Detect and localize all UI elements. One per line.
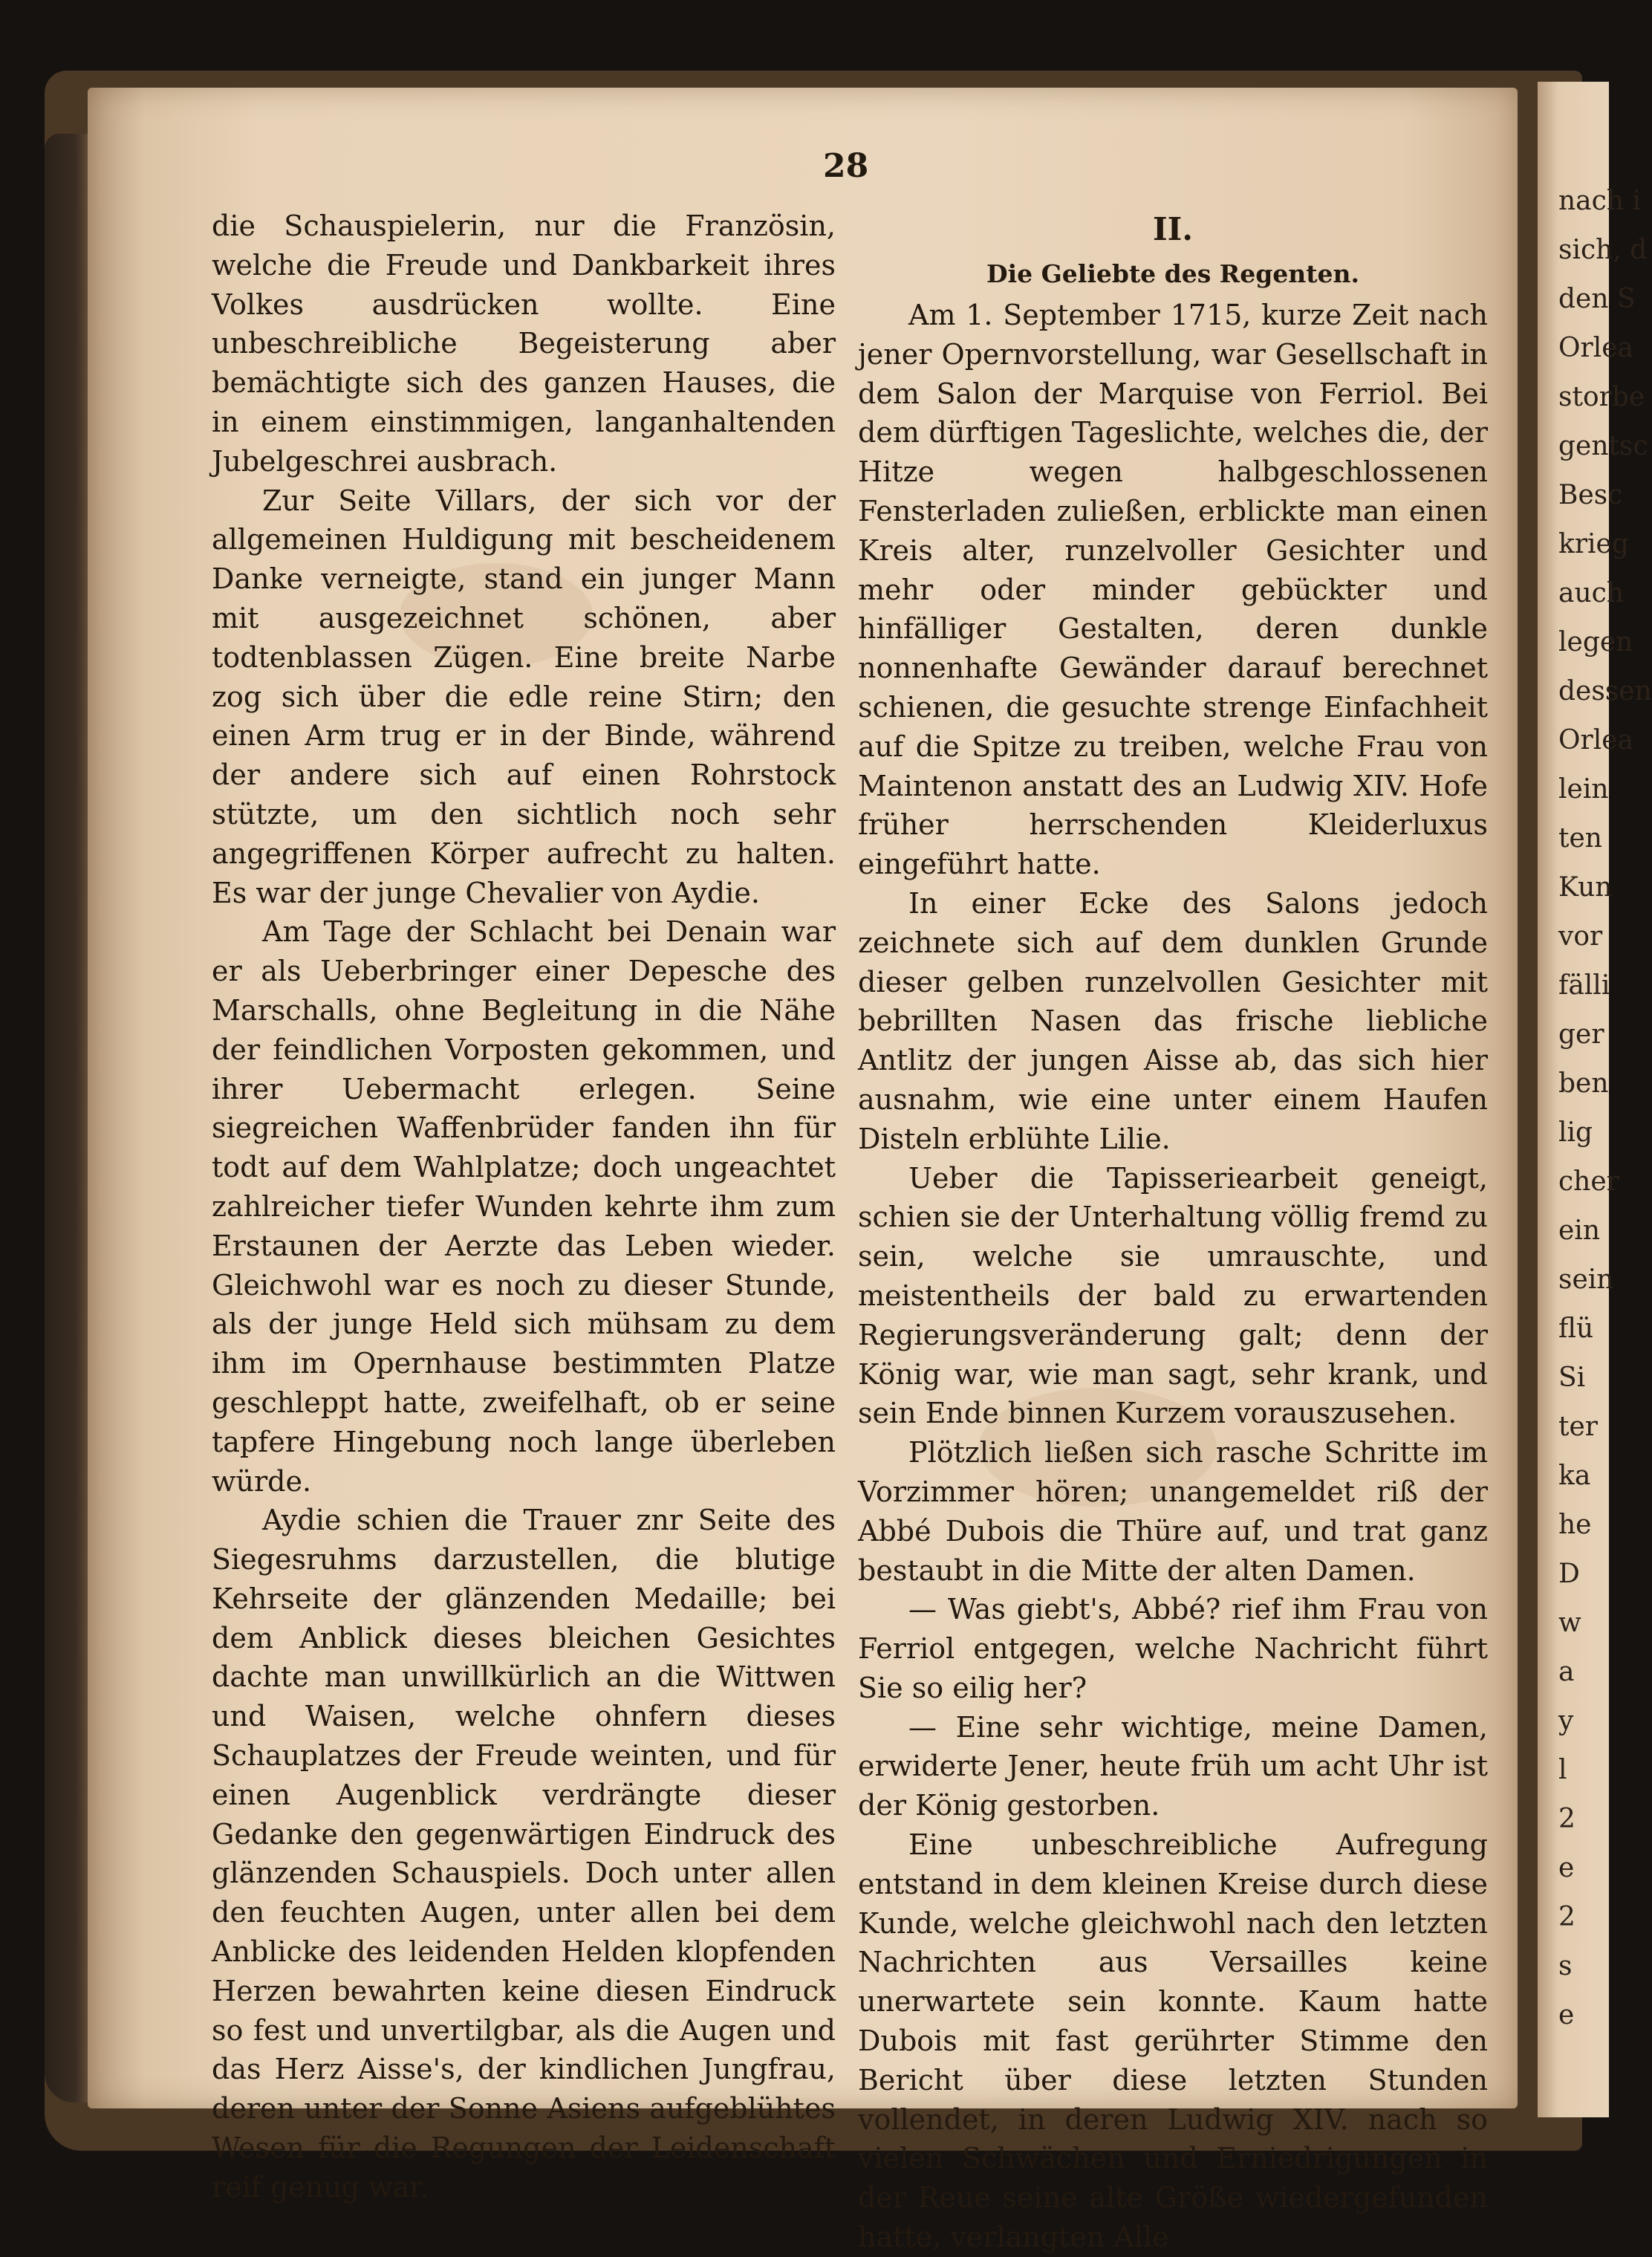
next-page-fragment: dessen [1558, 676, 1652, 707]
next-page-fragment: nach i [1558, 186, 1641, 216]
next-page-fragment: den S [1558, 284, 1636, 314]
next-page-fragment: w [1558, 1608, 1581, 1638]
next-page-fragment: he [1558, 1510, 1592, 1540]
paragraph: Eine unbeschreibliche Aufregung entstand in dem kleinen Kreise durch diese Kunde, welche gleichwohl nach den letzten Nachrichten aus Versailles keine unerwartete sein konnte. Kaum hatte Dubois mit fast gerührter Stimme den Bericht über diese letzten Stunden vollendet, in deren Ludwig XIV. nach so vielen Schwächen und Erniedrigungen in der Reue seine alte Größe wiedergefunden hatte, verlangten Alle [858, 1828, 1488, 2254]
next-page-fragment: fälli [1558, 970, 1610, 1001]
next-page-fragment: a [1558, 1657, 1575, 1687]
paragraph: Am 1. September 1715, kurze Zeit nach jener Opernvorstellung, war Gesellschaft in dem Salon der Marquise von Ferriol. Bei dem dürftigen Tageslichte, welches die, der Hitze wegen halbgeschlossenen Fensterladen zuließen, erblickte man einen Kreis alter, runzelvoller Gesichter und mehr oder minder gebückter und hinfälliger Gestalten, deren dunkle nonnenhafte Gewänder darauf berechnet schienen, die gesuchte strenge Einfachheit auf die Spitze zu treiben, welche Frau von Maintenon anstatt des an Ludwig XIV. Hofe früher herrschenden Kleiderluxus eingeführt hatte. [858, 299, 1488, 881]
paragraph: In einer Ecke des Salons jedoch zeichnete sich auf dem dunklen Grunde dieser gelben runzelvollen Gesichter mit bebrillten Nasen das frische liebliche Antlitz der jungen Aisse ab, das sich hier ausnahm, wie eine unter einem Haufen Disteln erblühte Lilie. [858, 886, 1488, 1155]
next-page-edge [1538, 82, 1652, 2117]
next-page-fragment: ter [1558, 1412, 1598, 1442]
next-page-fragment: Orlea [1558, 333, 1634, 363]
next-page-fragment: lein [1558, 774, 1609, 805]
next-page-fragment: ger [1558, 1019, 1604, 1050]
paragraph: Aydie schien die Trauer znr Seite des Siegesruhms darzustellen, die blutige Kehrseite der glänzenden Medaille; bei dem Anblick dieses bleichen Gesichtes dachte man unwillkürlich an die Wittwen und Waisen, welche ohnfern dieses Schauplatzes der Freude weinten, und für einen Augenblick verdrängte dieser Gedanke den gegenwärtigen Eindruck des glänzenden Schauspiels. Doch unter allen den feuchten Augen, unter allen bei dem Anblicke des leidenden Helden klopfenden Herzen bewahrten keine diesen Eindruck so fest und unvertilgbar, als die Augen und das Herz Aisse's, der kindlichen Jungfrau, deren unter der Sonne Asiens aufgeblühtes Wesen für die Regungen der Leidenschaft reif genug war. [212, 1504, 836, 2204]
next-page-fragment: ein [1558, 1215, 1601, 1246]
paragraph: Plötzlich ließen sich rasche Schritte im Vorzimmer hören; unangemeldet riß der Abbé Dubois die Thüre auf, und trat ganz bestaubt in die Mitte der alten Damen. [858, 1436, 1488, 1587]
next-page-fragment: e [1558, 1853, 1575, 1883]
left-column [212, 207, 836, 2207]
paragraph: Ueber die Tapisseriearbeit geneigt, schien sie der Unterhaltung völlig fremd zu sein, welche sie umrauschte, und meistentheils der bald zu erwartenden Regierungsveränderung galt; denn der König war, wie man sagt, sehr krank, und sein Ende binnen Kurzem vorauszusehen. [858, 1161, 1488, 1430]
page-number: 28 [823, 147, 869, 185]
next-page-fragment: ben [1558, 1068, 1609, 1099]
next-page-fragment: y [1558, 1706, 1574, 1736]
next-page-fragment: sein [1558, 1264, 1614, 1295]
right-column [858, 207, 1488, 2257]
next-page-fragment: legen [1558, 627, 1633, 657]
next-page-fragment: ka [1558, 1461, 1591, 1491]
next-page-fragment: krieg [1558, 529, 1629, 559]
next-page-fragment: sich, d [1558, 235, 1648, 265]
next-page-fragment: gentsc [1558, 431, 1648, 461]
paragraph: Am Tage der Schlacht bei Denain war er als Ueberbringer einer Depesche des Marschalls, ohne Begleitung in die Nähe der feindlichen Vorposten gekommen, und ihrer Uebermacht erlegen. Seine siegreichen Waffenbrüder fanden ihn für todt auf dem Wahlplatze; doch ungeachtet zahlreicher tiefer Wunden kehrte ihm zum Erstaunen der Aerzte das Leben wieder. Gleichwohl war es noch zu dieser Stunde, als der junge Held sich mühsam zu dem ihm im Opernhause bestimmten Platze geschleppt hatte, zweifelhaft, ob er seine tapfere Hingebung noch lange überleben würde. [212, 915, 836, 1498]
next-page-fragment: Kun [1558, 872, 1613, 903]
next-page-fragment: l [1558, 1755, 1567, 1785]
next-page-fragment: storbe [1558, 382, 1645, 412]
paragraph: — Was giebt's, Abbé? rief ihm Frau von Ferriol entgegen, welche Nachricht führt Sie so eilig her? [858, 1593, 1488, 1704]
next-page-fragment: flü [1558, 1313, 1594, 1344]
chapter-number: II. [1153, 211, 1193, 247]
next-page-fragment: s [1558, 1951, 1573, 1981]
next-page-fragment: Besc [1558, 480, 1623, 510]
next-page-fragment: e [1558, 2000, 1575, 2030]
next-page-fragment: ten [1558, 823, 1602, 854]
next-page-fragment: auch [1558, 578, 1624, 608]
paragraph: — Eine sehr wichtige, meine Damen, erwiderte Jener, heute früh um acht Uhr ist der König gestorben. [858, 1710, 1488, 1822]
paragraph: die Schauspielerin, nur die Französin, welche die Freude und Dankbarkeit ihres Volkes ausdrücken wollte. Eine unbeschreibliche Begeisterung aber bemächtigte sich des ganzen Hauses, die in einem einstimmigen, langanhaltenden Jubelgeschrei ausbrach. [212, 210, 836, 478]
next-page-fragment: vor [1558, 921, 1603, 952]
paragraph: Zur Seite Villars, der sich vor der allgemeinen Huldigung mit bescheidenem Danke verneigte, stand ein junger Mann mit ausgezeichnet schönen, aber todtenblassen Zügen. Eine breite Narbe zog sich über die edle reine Stirn; den einen Arm trug er in der Binde, während der andere sich auf einen Rohrstock stützte, um den sichtlich noch sehr angegriffenen Körper aufrecht zu halten. Es war der junge Chevalier von Aydie. [212, 484, 836, 909]
next-page-fragment: Si [1558, 1363, 1586, 1393]
next-page-fragment: D [1558, 1559, 1580, 1589]
next-page-fragment: 2 [1558, 1804, 1575, 1834]
next-page-fragment: lig [1558, 1117, 1593, 1148]
next-page-fragment: 2 [1558, 1902, 1575, 1932]
chapter-title: Die Geliebte des Regenten. [986, 259, 1360, 288]
next-page-fragment: cher [1558, 1166, 1619, 1197]
next-page-fragment: Orlea [1558, 725, 1634, 756]
